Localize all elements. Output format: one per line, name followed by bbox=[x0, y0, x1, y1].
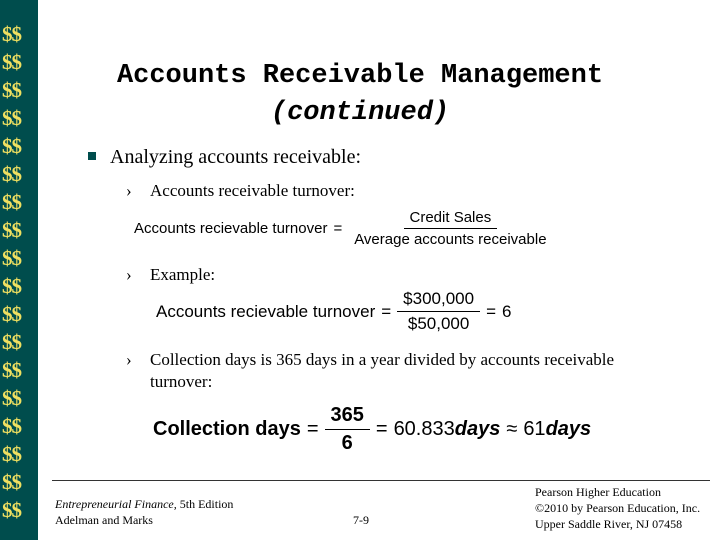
main-bullet-text: Analyzing accounts receivable: bbox=[110, 146, 361, 168]
sub-bullet-text: Collection days is 365 days in a year divided by accounts receivable turnover: bbox=[150, 350, 615, 391]
dollar-mark-icon: $$ bbox=[2, 302, 21, 326]
arrow-bullet-icon: › bbox=[126, 181, 132, 200]
fraction-numerator: Credit Sales bbox=[404, 209, 498, 229]
collection-days-formula bbox=[153, 404, 591, 455]
title-line-1: Accounts Receivable Management bbox=[116, 61, 604, 91]
turnover-formula bbox=[134, 209, 553, 248]
footer-publisher-info bbox=[535, 484, 700, 532]
dollar-mark-icon: $$ bbox=[2, 358, 21, 382]
dollar-mark-icon: $$ bbox=[2, 274, 21, 298]
equals-sign: = bbox=[333, 220, 343, 237]
fraction-numerator: $300,000 bbox=[397, 289, 480, 312]
side-bar bbox=[0, 0, 38, 540]
footer-edition: 5th Edition bbox=[176, 497, 234, 511]
formula-fraction bbox=[325, 404, 370, 455]
equals-sign: = bbox=[306, 418, 319, 440]
formula-unit-1: days bbox=[454, 418, 501, 440]
title-line-2: (continued) bbox=[270, 98, 450, 128]
formula-value-2: 61 bbox=[523, 418, 546, 440]
dollar-mark-icon: $$ bbox=[2, 190, 21, 214]
formula-value-1: 60.833 bbox=[393, 418, 455, 440]
sub-bullet-example bbox=[126, 264, 630, 286]
fraction-denominator: Average accounts receivable bbox=[354, 231, 547, 248]
main-bullet bbox=[88, 146, 361, 169]
footer-publisher: Pearson Higher Education bbox=[535, 485, 661, 499]
example-formula bbox=[156, 289, 511, 334]
dollar-mark-icon: $$ bbox=[2, 106, 21, 130]
approx-sign: ≈ bbox=[506, 418, 518, 440]
dollar-mark-icon: $$ bbox=[2, 330, 21, 354]
formula-result: 6 bbox=[502, 301, 512, 321]
formula-lhs: Collection days bbox=[153, 418, 301, 440]
footer-copyright: ©2010 by Pearson Education, Inc. bbox=[535, 501, 701, 515]
sub-bullet-text: Example: bbox=[150, 265, 216, 284]
dollar-mark-icon: $$ bbox=[2, 414, 21, 438]
footer-authors: Adelman and Marks bbox=[55, 513, 153, 527]
fraction-denominator: $50,000 bbox=[407, 314, 470, 333]
dollar-mark-icon: $$ bbox=[2, 22, 21, 46]
dollar-mark-icon: $$ bbox=[2, 386, 21, 410]
sub-bullet-text: Accounts receivable turnover: bbox=[150, 181, 355, 200]
footer-book-info bbox=[55, 496, 233, 528]
dollar-mark-icon: $$ bbox=[2, 442, 21, 466]
arrow-bullet-icon: › bbox=[126, 265, 132, 284]
fraction-numerator: 365 bbox=[325, 404, 370, 430]
fraction-denominator: 6 bbox=[341, 432, 353, 454]
formula-lhs: Accounts recievable turnover bbox=[134, 220, 328, 237]
square-bullet-icon bbox=[88, 152, 96, 160]
formula-fraction bbox=[397, 289, 480, 334]
formula-unit-2: days bbox=[545, 418, 592, 440]
footer-book-title: Entrepreneurial Finance, bbox=[55, 497, 177, 511]
footer-address: Upper Saddle River, NJ 07458 bbox=[535, 517, 683, 531]
equals-sign: = bbox=[375, 418, 388, 440]
slide-title bbox=[60, 58, 660, 132]
equals-sign: = bbox=[381, 301, 392, 321]
dollar-mark-icon: $$ bbox=[2, 246, 21, 270]
dollar-mark-icon: $$ bbox=[2, 78, 21, 102]
dollar-mark-icon: $$ bbox=[2, 470, 21, 494]
sub-bullet-collection-days bbox=[126, 349, 630, 393]
arrow-bullet-icon: › bbox=[126, 350, 132, 369]
dollar-mark-icon: $$ bbox=[2, 134, 21, 158]
sub-bullet-turnover bbox=[126, 180, 630, 202]
formula-lhs: Accounts recievable turnover bbox=[156, 301, 376, 321]
dollar-mark-icon: $$ bbox=[2, 162, 21, 186]
dollar-mark-icon: $$ bbox=[2, 218, 21, 242]
dollar-mark-icon: $$ bbox=[2, 50, 21, 74]
footer-divider bbox=[52, 480, 710, 481]
formula-fraction bbox=[348, 209, 552, 248]
equals-sign: = bbox=[486, 301, 497, 321]
dollar-mark-icon: $$ bbox=[2, 498, 21, 522]
page-number: 7-9 bbox=[353, 513, 369, 527]
